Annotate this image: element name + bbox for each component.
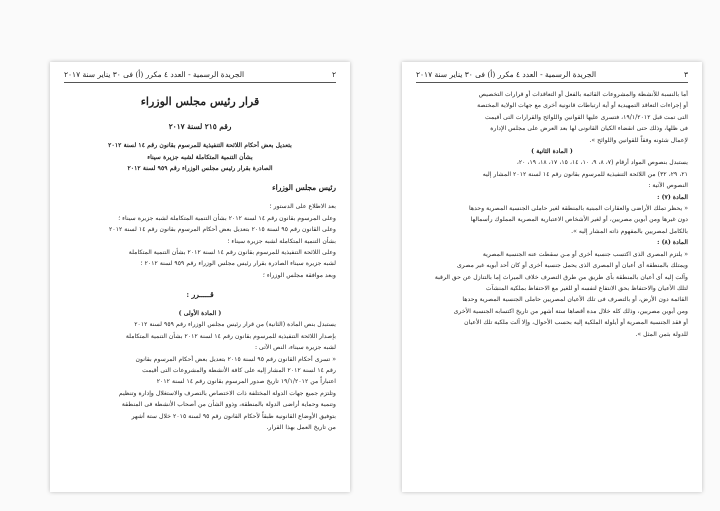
article-line: لشبه جزيرة سيناء، النص الآتى : xyxy=(254,344,336,352)
article-line: اعتباراً من ١٩/١/٢٠١٢ تاريخ صدور المرسوم بقانون رقم ١٤ لسنة ٢٠١٢ xyxy=(156,378,336,386)
article-line: وتلتزم جميع جهات الدولة المختلفة ذات الاختصاص بالتصرف والاستغلال وإدارة وتنظيم xyxy=(118,389,336,397)
body-line: ومن أبوين مصريين، وذلك كله خلال مدة أقصاها ستة أشهر من تاريخ اكتسابه الجنسية الأخرى xyxy=(453,307,688,315)
body-line: أما بالنسبة للأنشطة والمشروعات القائمة بالفعل أو التعاقدات أو قرارات التخصيص xyxy=(478,91,688,98)
page-header xyxy=(416,70,688,83)
preamble-line: وعلى القانون رقم ٩٥ لسنة ٢٠١٥ بتعديل بعض أحكام المرسوم بقانون رقم ١٤ لسنة ٢٠١٢ xyxy=(109,226,336,234)
decree-title: قرار رئيس مجلس الوزراء xyxy=(140,95,260,108)
preamble-line: وبعد موافقة مجلس الوزراء ؛ xyxy=(262,271,336,279)
decree-subject-line: بشأن التنمية المتكاملة لشبه جزيرة سيناء xyxy=(147,153,253,161)
preamble-line: بعد الاطلاع على الدستور ؛ xyxy=(269,203,336,211)
article-line: « تسرى أحكام القانون رقم ٩٥ لسنة ٢٠١٥ بتعديل بعض أحكام المرسوم بقانون xyxy=(135,355,336,363)
body-line: « يلتزم المصرى الذى اكتسب جنسية أخرى أو مـن سقطت عنه الجنسية المصرية xyxy=(482,250,688,258)
body-line: ٢١، ٢٩، ٣٢) من اللائحة التنفيذية للمرسوم بقانون رقم ١٤ لسنة ٢٠١٢ المشار إليه xyxy=(482,170,688,178)
page-2 xyxy=(50,62,350,492)
preamble-line: وعلى اللائحة التنفيذية للمرسوم بقانون رقم ١٤ لسنة ٢٠١٢ بشأن التنمية المتكاملة xyxy=(128,249,336,257)
body-line: النصوص الآتية : xyxy=(648,182,688,190)
body-line: أو فقد الجنسية المصرية أو أيلولة الملكية إليه بحسب الأحوال، وإلا آلت ملكية تلك الأعيان xyxy=(464,319,688,327)
body-line: لتلك الأعيان والاحتفاظ بحق الانتفاع لنفسه أو للغير مع الاحتفاظ بملكية المنشآت xyxy=(485,284,688,292)
body-line: فى ظلها، وذلك حتى انقضاء الكيان القانونى لها بعد العرض على مجلس الإدارة xyxy=(490,125,688,133)
decides-heading: قـــــرر : xyxy=(186,289,214,299)
body-line: ويمتلك بالمنطقة أى أعيان أو المصرى الذى يحمل جنسية أخرى أو كان أحد أبويه غير مصرى xyxy=(456,262,688,270)
article-2-heading: ( المادة الثانية ) xyxy=(531,148,573,156)
article-line: بإصدار اللائحة التنفيذية للمرسوم بقانون رقم ١٤ لسنة ٢٠١٢ بشأن التنمية المتكاملة xyxy=(125,332,336,340)
issuer: رئيس مجلس الوزراء xyxy=(272,183,336,192)
page-number: ٢ xyxy=(331,70,336,79)
page-number: ٣ xyxy=(683,70,688,79)
body-line: القائمة دون الأرض، أو بالتصرف فى تلك الأعيان لمصريين حاملى الجنسية المصرية وحدها xyxy=(462,296,688,304)
article-line: يستبدل بنص المادة (الثانية) من قرار رئيس مجلس الوزراء رقم ٩٥٩ لسنة ٢٠١٢ xyxy=(134,321,336,329)
body-line: التى تمت قبل ١٩/١/٢٠١٢، فتسرى عليها القوانين واللوائح والقرارات التى أقيمت xyxy=(484,113,688,121)
body-line: دون غيرها ومن أبوين مصريين، أو لغير الأشخاص الاعتبارية المصرية المملوك رأسمالها xyxy=(470,216,688,224)
body-line: أو إجراءات التعاقد التمهيدية أو أية ارتباطات قانونية أخرى مع جهات الولاية المختصة xyxy=(477,102,688,110)
article-line: من تاريخ العمل بهذا القرار. xyxy=(266,424,336,432)
preamble-line: وعلى المرسوم بقانون رقم ١٤ لسنة ٢٠١٢ بشأن التنمية المتكاملة لشبه جزيرة سيناء ؛ xyxy=(118,214,336,222)
gazette-title: الجريدة الرسمية - العدد ٤ مكرر (أ) فى ٣٠ يناير سنة ٢٠١٧ xyxy=(416,70,597,79)
preamble-line: لشبه جزيرة سيناء الصادرة بقرار رئيس مجلس الوزراء رقم ٩٥٩ لسنة ٢٠١٢ ؛ xyxy=(140,260,336,268)
decree-subject-line: الصادرة بقرار رئيس مجلس الوزراء رقم ٩٥٩ لسنة ٢٠١٢ xyxy=(127,165,273,173)
gazette-title: الجريدة الرسمية - العدد ٤ مكرر (أ) فى ٣٠ يناير سنة ٢٠١٧ xyxy=(64,70,245,79)
body-line: وآلت إليه أى أعيان بالمنطقة بأى طريق من طرق التصرف خلاف الميراث إما بالتنازل عن حق الرقبة xyxy=(434,273,688,281)
body-line: يستبدل بنصوص المواد أرقام (٧، ٨، ٩، ١٠، ١٤، ١٥، ١٧، ١٨، ١٩، ٢٠، xyxy=(516,159,688,167)
article-line: بتوفيق الأوضاع القانونية طبقاً لأحكام القانون رقم ٩٥ لسنة ٢٠١٥ خلال ستة أشهر xyxy=(131,412,336,420)
body-line: بالكامل لمصريين بالمفهوم ذاته المشار إليه ». xyxy=(571,227,688,235)
article-8-heading: المادة (٨) : xyxy=(657,239,688,247)
article-1-heading: ( المادة الأولى ) xyxy=(178,310,222,318)
article-line: رقم ١٤ لسنة ٢٠١٢ المشار إليه على كافة الأنشطة والمشروعات التى أقيمت xyxy=(142,367,336,375)
decree-subject-line: بتعديل بعض أحكام اللائحة التنفيذية للمرسوم بقانون رقم ١٤ لسنة ٢٠١٢ xyxy=(108,142,292,150)
article-line: وتنمية وحماية أراضى الدولة بالمنطقة، وذوو الشأن من أصحاب الأنشطة فى المنطقة xyxy=(121,401,336,409)
page-3 xyxy=(402,62,702,492)
preamble-line: بشأن التنمية المتكاملة لشبه جزيرة سيناء ؛ xyxy=(227,237,336,245)
page-header xyxy=(64,70,336,83)
body-line: لإعمال شئونه وفقاً للقوانين واللوائح ». xyxy=(589,136,688,144)
decree-number: رقم ٢١٥ لسنة ٢٠١٧ xyxy=(168,122,232,131)
body-line: « يحظر تملك الأراضى والعقارات المبنية بالمنطقة لغير حاملى الجنسية المصرية وحدها xyxy=(468,205,688,213)
body-line: للدولة بثمن المثل ». xyxy=(635,330,688,338)
article-7-heading: المادة (٧) : xyxy=(657,193,688,201)
